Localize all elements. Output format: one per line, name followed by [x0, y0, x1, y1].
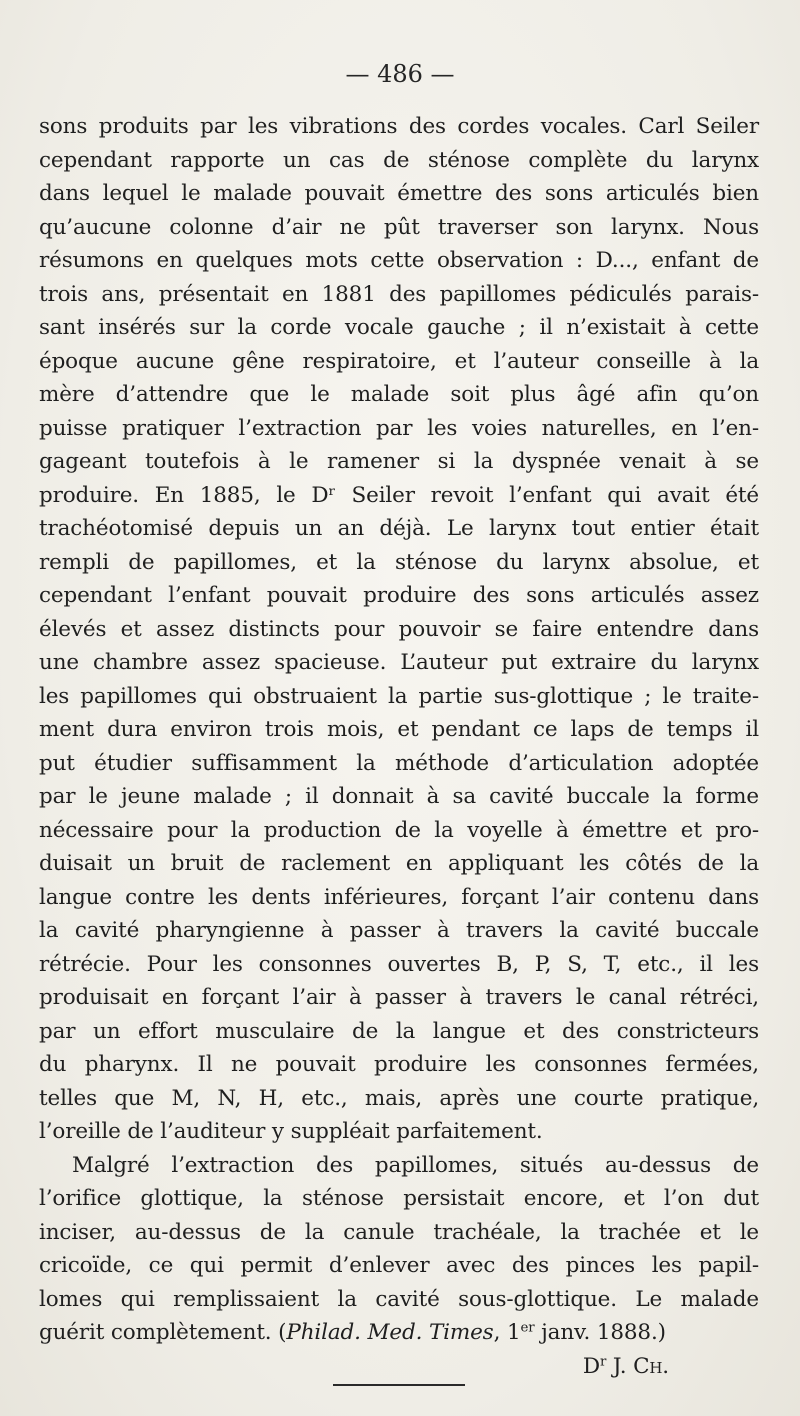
text-line: cependant l’enfant pouvait produire des sons articulés assez	[39, 583, 759, 608]
body-text	[39, 110, 759, 1383]
closing-rule	[333, 1384, 465, 1386]
text-line: qu’aucune colonne d’air ne pût traverser son larynx. Nous	[39, 214, 759, 240]
text-line: lomes qui remplissaient la cavité sous-glottique. Le malade	[39, 1286, 759, 1312]
text-line: sant insérés sur la corde vocale gauche ; il n’existait à cette	[39, 315, 759, 340]
text-line: du pharynx. Il ne pouvait produire les consonnes fermées,	[39, 1052, 759, 1077]
text-line: par le jeune malade ; il donnait à sa cavité buccale la forme	[39, 784, 759, 809]
journal-citation: Philad. Med. Times	[286, 1320, 494, 1345]
final-line-text: guérit complètement. (	[39, 1320, 287, 1345]
text-line: la cavité pharyngienne à passer à travers la cavité buccale	[39, 918, 759, 943]
text-line: gageant toutefois à le ramener si la dyspnée venait à se	[39, 449, 759, 474]
text-line: l’oreille de l’auditeur y suppléait parfaitement.	[39, 1119, 543, 1144]
date-prefix: , 1	[493, 1320, 521, 1345]
text-line: sons produits par les vibrations des cordes vocales. Carl Seiler	[39, 114, 759, 139]
text-line: cricoïde, ce qui permit d’enlever avec des pinces les papil-	[39, 1253, 759, 1278]
text-line: Malgré l’extraction des papillomes, situés au-dessus de	[72, 1152, 759, 1178]
text-line: put étudier suffisamment la méthode d’articulation adoptée	[39, 750, 759, 776]
text-line: époque aucune gêne respiratoire, et l’auteur conseille à la	[39, 348, 759, 374]
text-line: rétrécie. Pour les consonnes ouvertes B, P, S, T, etc., il les	[39, 951, 759, 977]
signature-superscript: r	[599, 1354, 607, 1370]
text-line: trachéotomisé depuis un an déjà. Le larynx tout entier était	[39, 516, 759, 541]
text-line: rempli de papillomes, et la sténose du larynx absolue, et	[39, 549, 759, 575]
signature-name: J. Ch.	[606, 1353, 669, 1379]
paragraph-2	[39, 1149, 759, 1317]
text-line: cependant rapporte un cas de sténose complète du larynx	[39, 147, 759, 173]
page-number: — 486 —	[345, 60, 455, 88]
text-line: puisse pratiquer l’extraction par les voies naturelles, en l’en-	[39, 415, 759, 441]
text-line: ment dura environ trois mois, et pendant ce laps de temps il	[39, 717, 759, 742]
text-line: par un effort musculaire de la langue et des constricteurs	[39, 1018, 759, 1044]
text-line: duisait un bruit de raclement en appliquant les côtés de la	[39, 851, 759, 876]
text-line: dans lequel le malade pouvait émettre des sons articulés bien	[39, 181, 759, 206]
text-line: élevés et assez distincts pour pouvoir se faire entendre dans	[39, 616, 759, 642]
date-superscript: er	[520, 1320, 535, 1336]
text-line: l’orifice glottique, la sténose persistait encore, et l’on dut	[39, 1186, 759, 1211]
date-suffix: janv. 1888.)	[534, 1320, 666, 1345]
text-line: nécessaire pour la production de la voyelle à émettre et pro-	[39, 817, 759, 843]
text-line: mère d’attendre que le malade soit plus âgé afin qu’on	[39, 382, 759, 407]
text-line: telles que M, N, H, etc., mais, après une courte pratique,	[39, 1085, 759, 1111]
signature	[39, 1350, 759, 1384]
text-line: produire. En 1885, le Dʳ Seiler revoit l’enfant qui avait été	[39, 482, 759, 508]
text-line: produisait en forçant l’air à passer à travers le canal rétréci,	[39, 985, 759, 1010]
text-line: langue contre les dents inférieures, forçant l’air contenu dans	[39, 884, 759, 910]
text-line: inciser, au-dessus de la canule trachéale, la trachée et le	[39, 1219, 759, 1245]
text-line: trois ans, présentait en 1881 des papillomes pédiculés parais-	[39, 281, 759, 307]
text-line: une chambre assez spacieuse. L’auteur put extraire du larynx	[39, 650, 759, 675]
text-line-final	[39, 1316, 759, 1350]
signature-prefix: D	[582, 1353, 600, 1379]
paragraph-1	[39, 110, 759, 1149]
text-line: résumons en quelques mots cette observation : D..., enfant de	[39, 248, 759, 273]
text-line: les papillomes qui obstruaient la partie sus-glottique ; le traite-	[39, 683, 759, 709]
